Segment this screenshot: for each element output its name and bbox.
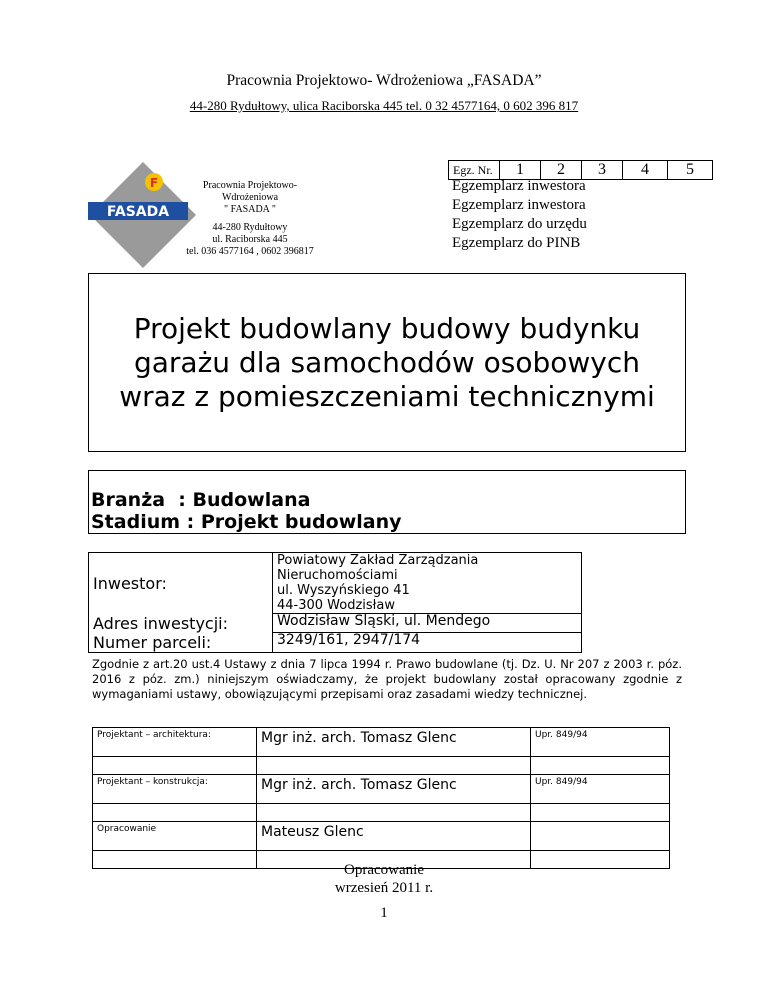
logo-text-line: tel. 036 4577164 , 0602 396817: [186, 246, 314, 257]
logo-text-line: " FASADA ": [224, 204, 276, 215]
title-box: [88, 273, 686, 452]
parcel-label: Numer parceli:: [89, 633, 273, 653]
footer-date: wrzesień 2011 r.: [334, 880, 434, 896]
address-label: Adres inwestycji:: [89, 614, 273, 633]
designer-role: Projektant – architektura:: [93, 728, 257, 757]
logo-text: [180, 180, 320, 258]
footer-label: Opracowanie: [344, 862, 424, 878]
empty-cell: [93, 804, 257, 822]
firm-address-text: 44-280 Rydułtowy, ulica Raciborska 445 tel. 0 32 4577164, 0 602 396 817: [189, 98, 579, 113]
firm-name: Pracownia Projektowo- Wdrożeniowa „FASADA”: [226, 72, 542, 89]
logo-f-mark: F: [149, 176, 159, 190]
designer-row: [93, 728, 670, 757]
designer-signature-row: [93, 757, 670, 775]
designer-role: Projektant – konstrukcja:: [93, 775, 257, 804]
investor-value: [273, 553, 582, 614]
empty-cell: [257, 757, 531, 775]
empty-cell: [531, 757, 670, 775]
firm-address: [0, 98, 768, 114]
logo-wordmark: FASADA: [106, 204, 170, 220]
copy-recipient: Egzemplarz do PINB: [452, 235, 581, 251]
investor-line: 44-300 Wodzisław: [277, 598, 395, 613]
legal-statement: Zgodnie z art.20 ust.4 Ustawy z dnia 7 lipca 1994 r. Prawo budowlane (tj. Dz. U. Nr 207 z 2003 r. póz. 2016 z póz. zm.) niniejszym oświadczamy, że projekt budowlany został opracowany zgodnie z wymaganiami ustawy, obowiązującymi przepisami oraz zasadami wiedzy technicznej.: [92, 657, 682, 701]
designer-license: Upr. 849/94: [531, 728, 670, 757]
designer-row: [93, 822, 670, 851]
investor-line: ul. Wyszyńskiego 41: [277, 583, 410, 598]
copies-label: Egz. Nr.: [449, 161, 500, 180]
copy-number: 5: [668, 161, 713, 180]
designers-table: [92, 727, 670, 869]
copy-number: 4: [623, 161, 668, 180]
designer-license: Upr. 849/94: [531, 775, 670, 804]
investor-line: Powiatowy Zakład Zarządzania Nieruchomościami: [277, 553, 479, 583]
copy-recipient: Egzemplarz inwestora: [452, 178, 586, 194]
copies-list: [452, 177, 587, 253]
designer-row: [93, 775, 670, 804]
copy-recipient: Egzemplarz do urzędu: [452, 216, 587, 232]
stage-line: Stadium : Projekt budowlany: [91, 511, 402, 533]
branch-line: Branża : Budowlana: [91, 489, 311, 511]
project-title: [97, 312, 677, 414]
investor-table: [88, 552, 582, 653]
logo-text-line: ul. Raciborska 445: [212, 234, 288, 245]
designer-license: [531, 822, 670, 851]
project-title-line: wraz z pomieszczeniami technicznymi: [119, 379, 655, 413]
address-value: Wodzisław Sląski, ul. Mendego: [273, 614, 582, 633]
project-title-line: Projekt budowlany budowy budynku: [133, 311, 641, 345]
investor-label: Inwestor:: [89, 553, 273, 614]
designer-name: Mgr inż. arch. Tomasz Glenc: [257, 775, 531, 804]
parcel-value: 3249/161, 2947/174: [273, 633, 582, 653]
copy-number: 3: [582, 161, 623, 180]
logo-text-line: 44-280 Rydułtowy: [212, 222, 288, 233]
copy-recipient: Egzemplarz inwestora: [452, 197, 586, 213]
copy-number: 2: [541, 161, 582, 180]
designer-name: Mgr inż. arch. Tomasz Glenc: [257, 728, 531, 757]
page-number: 1: [380, 905, 388, 921]
empty-cell: [93, 757, 257, 775]
empty-cell: [531, 804, 670, 822]
empty-cell: [257, 804, 531, 822]
designer-name: Mateusz Glenc: [257, 822, 531, 851]
designer-signature-row: [93, 804, 670, 822]
logo-text-line: Pracownia Projektowo- Wdrożeniowa: [202, 180, 298, 203]
branch-box: [88, 470, 686, 534]
designer-role: Opracowanie: [93, 822, 257, 851]
copy-number: 1: [500, 161, 541, 180]
project-title-line: garażu dla samochodów osobowych: [133, 345, 641, 379]
